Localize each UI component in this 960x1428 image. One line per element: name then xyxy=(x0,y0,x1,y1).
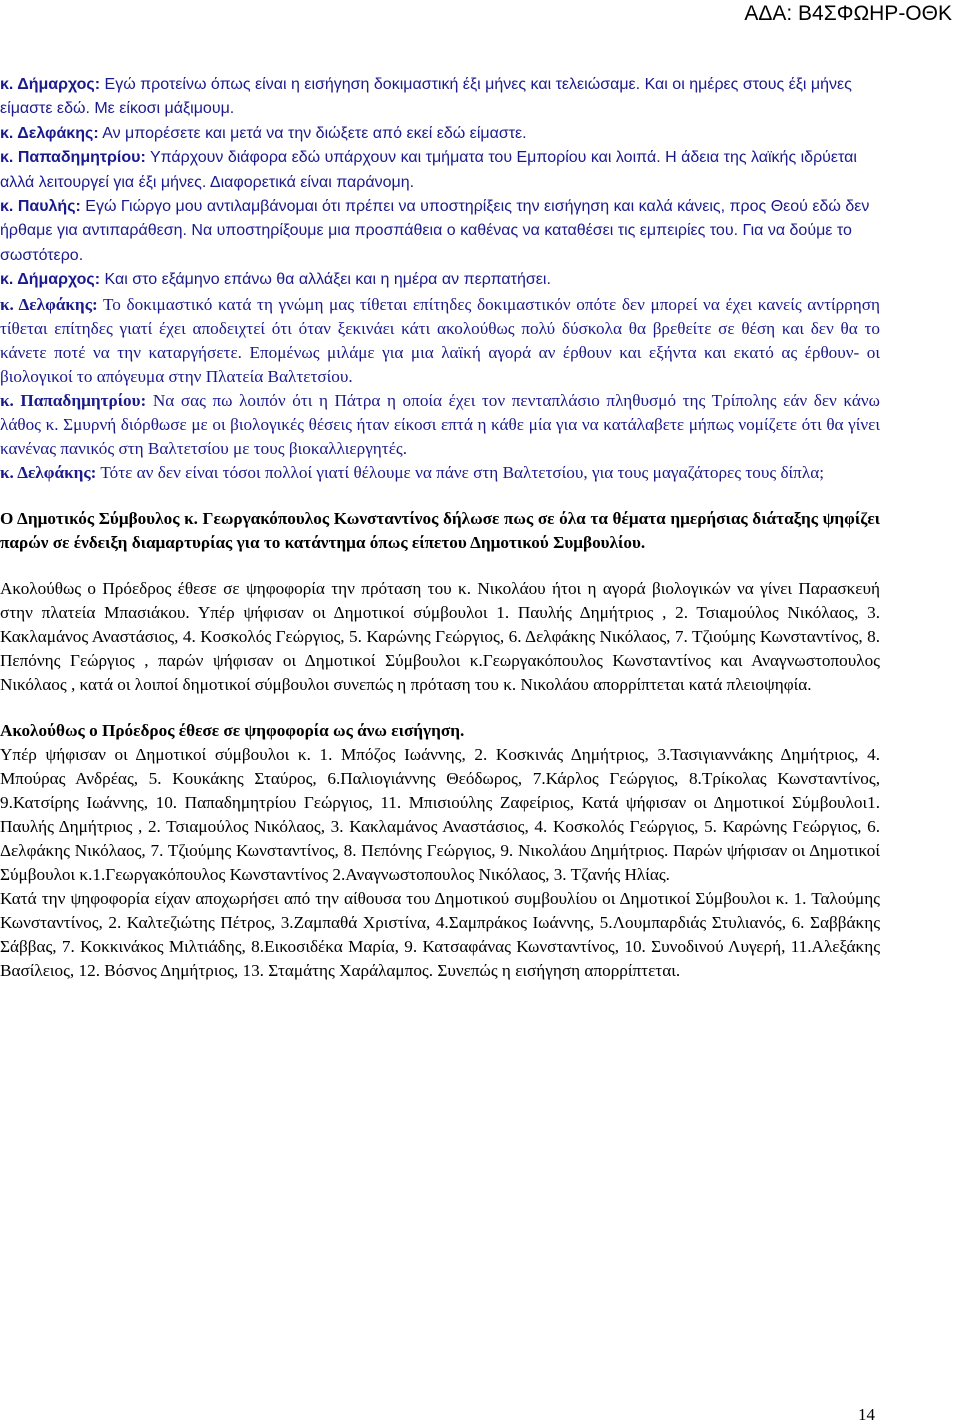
speaker-name: Δελφάκης: xyxy=(18,294,98,314)
councillor-statement: Ο Δημοτικός Σύμβουλος κ. Γεωργακόπουλος Κωνσταντίνος δήλωσε πως σε όλα τα θέματα ημερήσιας διάταξης ψηφίζει παρών σε ένδειξη διαμαρτυρίας για το κατάντημα όπως είπετου Δημοτικού Συμβουλίου. xyxy=(0,508,880,552)
vote-results: Υπέρ ψήφισαν οι Δημοτικοί σύμβουλοι κ. 1. Μπόζος Ιωάννης, 2. Κοσκινάς Δημήτριος, 3.Τασιγιαννάκης Δημήτριος, 4. Μπούρας Ανδρέας, 5. Κουκάκης Σταύρος, 6.Παλιογιάννης Θεόδωρος, 7.Κάρλος Γεώργιος, 8.Τρίκολας Κωνσταντίνος, 9.Κατσίρης Ιωάννης, 10. Παπαδημητρίου Γεώργιος, 11. Μπισιούλης Ζαφείριος, Κατά ψήφισαν οι Δημοτικοί Σύμβουλοι1. Παυλής Δημήτριος , 2. Τσιαμούλος Νικόλαος, 3. Κακλαμάνος Αναστάσιος, 4. Κοσκολός Γεώργιος, 5. Καρώνης Γεώργιος, 6. Δελφάκης Νικόλαος, 7. Τζιούμης Κωνσταντίνος, 8. Πεπόνης Γεώργιος, 9. Νικολάου Δημήτριος. Παρών ψήφισαν οι Δημοτικοί Σύμβουλοι κ.1.Γεωργακόπουλος Κωνσταντίνος 2.Αναγνωστοπουλος Νικόλαος, 3. Τζανής Ηλίας. xyxy=(0,744,880,884)
speaker-name: Δήμαρχος: xyxy=(17,76,101,93)
dialogue-line: κ. Παυλής: Εγώ Γιώργο μου αντιλαμβάνομαι ότι πρέπει να υποστηρίξεις την εισήγηση και καλά κάνεις, προς Θεού εδώ δεν ήρθαμε για αντιπαράθεση. Να υποστηρίξουμε μια προσπάθεια ο καθένας να καταθέσει τις εμπειρίες του. Για να δούμε το σωστότερο. xyxy=(0,198,870,264)
dialogue-line: κ. Δήμαρχος: Και στο εξάμηνο επάνω θα αλλάξει και η ημέρα αν περπατήσει. xyxy=(0,271,551,289)
dialogue-line: κ. Παπαδημητρίου: Να σας πω λοιπόν ότι η Πάτρα η οποία έχει τον πενταπλάσιο πληθυσμό της Τρίπολης εάν δεν κάνω λάθος κ. Σμυρνή διόρθωσε με οι βιολογικές θέσεις ήταν είκοσι επτά η κάθε μία για να κατάλαβετε μήπως νομίζετε ότι θα γίνει κανένας πανικός στη Βαλτετσίου με τους βιοκαλλιεργητές. xyxy=(0,390,880,458)
speaker-name: Δήμαρχος: xyxy=(17,271,101,289)
speech-text: Τότε αν δεν είναι τόσοι πολλοί γιατί θέλουμε να πάνε στη Βαλτετσίου, για τους μαγαζάτορες τους δίπλα; xyxy=(96,462,824,482)
absent-members: Κατά την ψηφοφορία είχαν αποχωρήσει από την αίθουσα του Δημοτικού συμβουλίου οι Δημοτικοί Σύμβουλοι κ. 1. Ταλούμης Κωνσταντίνος, 2. Καλτεζιώτης Πέτρος, 3.Ζαμπαθά Χριστίνα, 4.Σαμπράκος Ιωάννης, 5.Λουμπαρδιάς Στυλιανός, 6. Σαββάκης Σάββας, 7. Κοκκινάκος Μιλτιάδης, 8.Εικοσιδέκα Μαρία, 9. Κατσαφάνας Κωνσταντίνος, 10. Συνοδινού Λυγερή, 11.Αλεξάκης Βασίλειος, 12. Βόσνος Δημήτριος, 13. Σταμάτης Χαράλαμπος. Συνεπώς η εισήγηση απορρίπτεται. xyxy=(0,888,880,980)
speech-text: Εγώ προτείνω όπως είναι η εισήγηση δοκιμαστική έξι μήνες και τελειώσαμε. Και οι ημέρες στους έξι μήνες είμαστε εδώ. Με είκοσι μάξιμουμ. xyxy=(0,76,852,118)
speaker-name: Παυλής: xyxy=(17,198,81,216)
speaker-name: Δελφάκης: xyxy=(17,462,97,482)
ada-code: ΑΔΑ: Β4ΣΦΩΗΡ-ΟΘΚ xyxy=(744,2,952,25)
speaker-name: Παπαδημητρίου: xyxy=(17,149,146,167)
speaker-name: Παπαδημητρίου: xyxy=(20,390,147,410)
speech-text: Να σας πω λοιπόν ότι η Πάτρα η οποία έχει τον πενταπλάσιο πληθυσμό της Τρίπολης εάν δεν κάνω λάθος κ. Σμυρνή διόρθωσε με οι βιολογικές θέσεις ήταν είκοσι επτά η κάθε μία για να κατάλαβετε μήπως νομίζετε ότι θα γίνει κανένας πανικός στη Βαλτετσίου με τους βιοκαλλιεργητές. xyxy=(0,390,880,458)
dialogue-line: κ. Δελφάκης: Το δοκιμαστικό κατά τη γνώμη μας τίθεται επίτηδες δοκιμαστικόν οπότε δεν μπορεί να έχει κανείς αντίρρηση τίθεται επίτηδες γιατί έχει αποδειχτεί ότι όταν ξεκινάει κάτι ακολούθως πολύ δύσκολα θα βρεθείτε σε θέση και δεν θα το κάνετε ποτέ να την καταργήσετε. Επομένως μιλάμε για μια λαϊκή αγορά αν έρθουν και εξήντα και εκατό ας έρθουν- οι βιολογικοί το απόγευμα στην Πλατεία Βαλτετσίου. xyxy=(0,294,881,386)
speech-text: Εγώ Γιώργο μου αντιλαμβάνομαι ότι πρέπει να υποστηρίξεις την εισήγηση και καλά κάνεις, προς Θεού εδώ δεν ήρθαμε για αντιπαράθεση. Να υποστηρίξουμε μια προσπάθεια ο καθένας να καταθέσει τις εμπειρίες του. Για να δούμε το σωστότερο. xyxy=(0,198,870,264)
vote-heading: Ακολούθως ο Πρόεδρος έθεσε σε ψηφοφορία ως άνω εισήγηση. xyxy=(0,720,465,740)
document-body xyxy=(0,73,880,983)
vote-paragraph: Ακολούθως ο Πρόεδρος έθεσε σε ψηφοφορία την πρόταση του κ. Νικολάου ήτοι η αγορά βιολογικών να γίνει Παρασκευή στην πλατεία Μπασιάκου. Υπέρ ψήφισαν οι Δημοτικοί σύμβουλοι 1. Παυλής Δημήτριος , 2. Τσιαμούλος Νικόλαος, 3. Κακλαμάνος Αναστάσιος, 4. Κοσκολός Γεώργιος, 5. Καρώνης Γεώργιος, 6. Δελφάκης Νικόλαος, 7. Τζιούμης Κωνσταντίνος, 8. Πεπόνης Γεώργιος , παρών ψήφισαν οι Δημοτικοί Σύμβουλοι κ.Γεωργακόπουλος Κωνσταντίνος και Αναγνωστοπουλος Νικόλαος , κατά οι λοιποί δημοτικοί σύμβουλοι συνεπώς η πρόταση του κ. Νικολάου απορρίπτεται κατά πλειοψηφία. xyxy=(0,578,880,694)
speech-text: Το δοκιμαστικό κατά τη γνώμη μας τίθεται επίτηδες δοκιμαστικόν οπότε δεν μπορεί να έχει κανείς αντίρρηση τίθεται επίτηδες γιατί έχει αποδειχτεί ότι όταν ξεκινάει κάτι ακολούθως πολύ δύσκολα θα βρεθείτε σε θέση και δεν θα το κάνετε ποτέ να την καταργήσετε. Επομένως μιλάμε για μια λαϊκή αγορά αν έρθουν και εξήντα και εκατό ας έρθουν- οι βιολογικοί το απόγευμα στην Πλατεία Βαλτετσίου. xyxy=(0,294,881,386)
speech-text: Αν μπορέσετε και μετά να την διώξετε από εκεί εδώ είμαστε. xyxy=(98,124,527,142)
page-number: 14 xyxy=(858,1405,875,1424)
speech-text: Και στο εξάμηνο επάνω θα αλλάξει και η ημέρα αν περπατήσει. xyxy=(100,271,551,289)
dialogue-line: κ. Δελφάκης: Αν μπορέσετε και μετά να την διώξετε από εκεί εδώ είμαστε. xyxy=(0,124,527,142)
dialogue-line: κ. Δελφάκης: Τότε αν δεν είναι τόσοι πολλοί γιατί θέλουμε να πάνε στη Βαλτετσίου, για τους μαγαζάτορες τους δίπλα; xyxy=(0,462,824,482)
speaker-name: Δελφάκης: xyxy=(17,124,99,142)
dialogue-line: κ. Δήμαρχος: Εγώ προτείνω όπως είναι η εισήγηση δοκιμαστική έξι μήνες και τελειώσαμε. Και οι ημέρες στους έξι μήνες είμαστε εδώ. Με είκοσι μάξιμουμ. xyxy=(0,76,852,118)
speech-text: Υπάρχουν διάφορα εδώ υπάρχουν και τμήματα του Εμπορίου και λοιπά. Η άδεια της λαϊκής ιδρύεται αλλά λειτουργεί για έξι μήνες. Διαφορετικά είναι παράνομη. xyxy=(0,149,857,191)
dialogue-line: κ. Παπαδημητρίου: Υπάρχουν διάφορα εδώ υπάρχουν και τμήματα του Εμπορίου και λοιπά. Η άδεια της λαϊκής ιδρύεται αλλά λειτουργεί για έξι μήνες. Διαφορετικά είναι παράνομη. xyxy=(0,149,857,191)
